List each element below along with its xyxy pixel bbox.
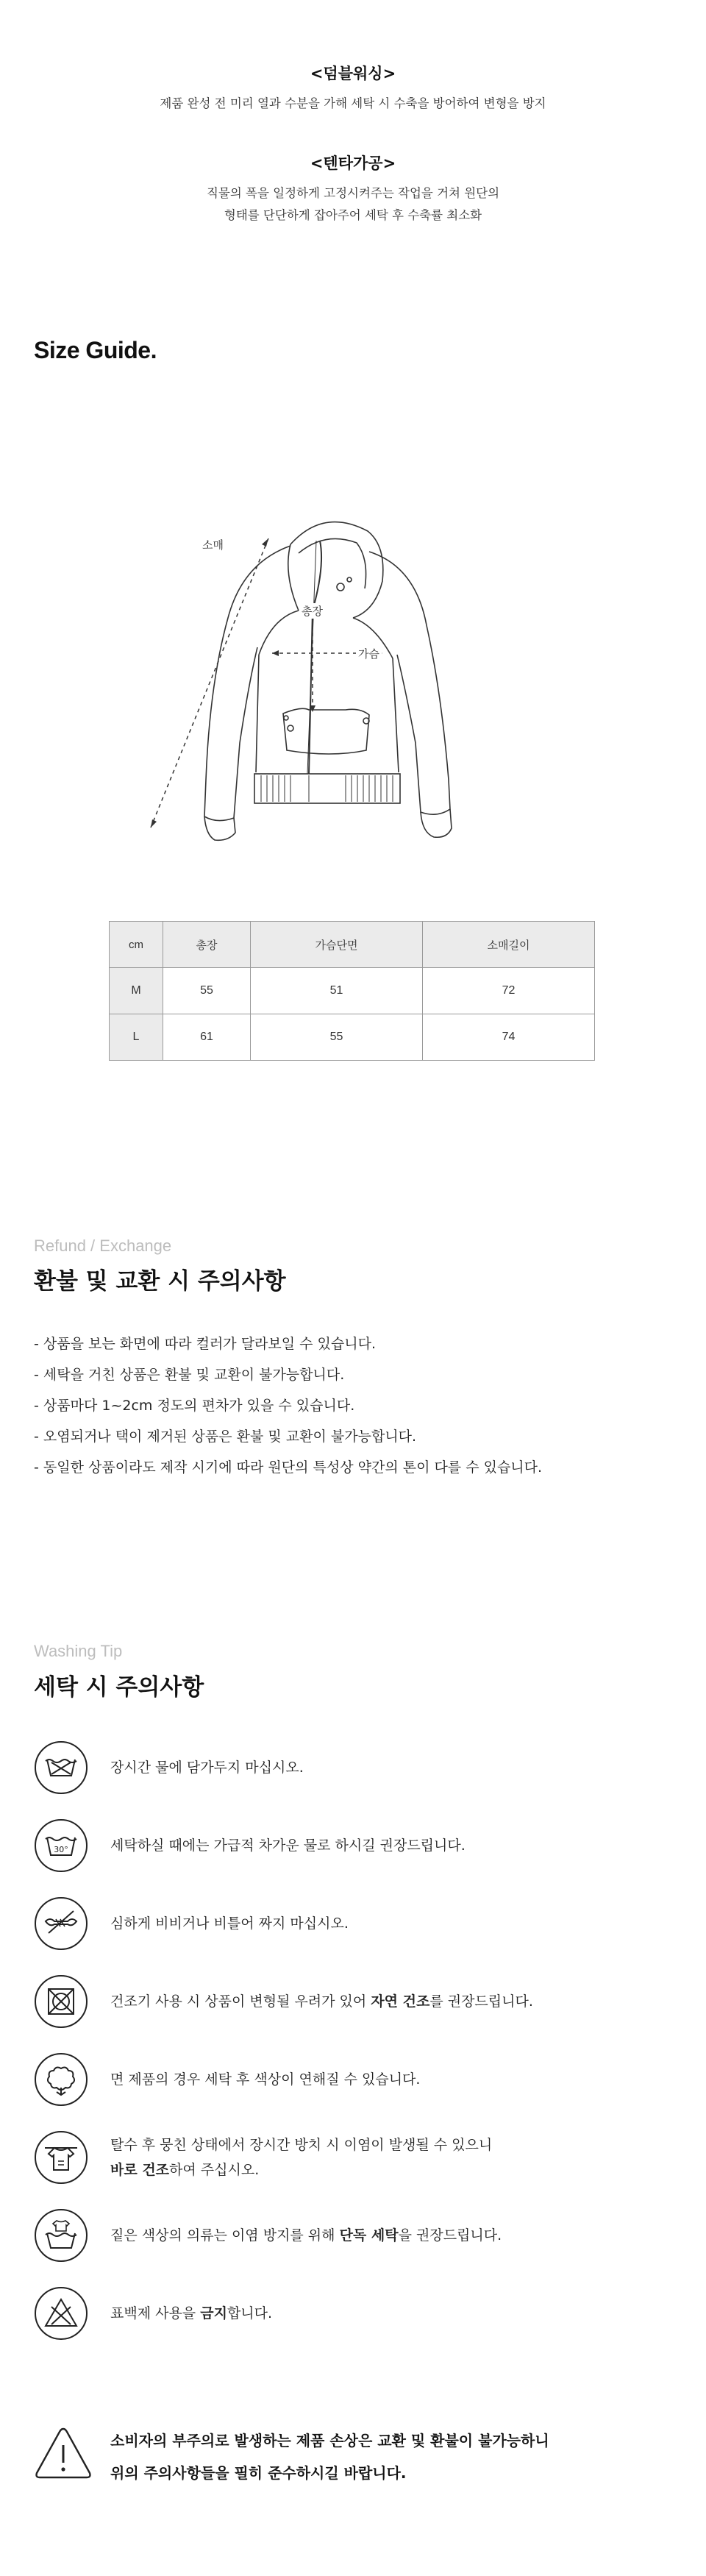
list-item: - 상품을 보는 화면에 따라 컬러가 달라보일 수 있습니다. xyxy=(34,1336,377,1352)
wash-text-part: 건조기 사용 시 상품이 변형될 우려가 있어 xyxy=(110,1993,371,2010)
list-item xyxy=(34,2208,681,2267)
table-row xyxy=(110,1014,595,1061)
cotton-icon xyxy=(34,2052,88,2107)
unit-cell: cm xyxy=(110,922,163,968)
value-cell: 55 xyxy=(163,968,251,1014)
size-table xyxy=(109,921,595,1061)
list-item: - 세탁을 거친 상품은 환불 및 교환이 불가능합니다. xyxy=(34,1367,345,1383)
column-header: 가슴단면 xyxy=(250,922,422,968)
value-cell: 55 xyxy=(250,1014,422,1061)
value-cell: 51 xyxy=(250,968,422,1014)
jacket-diagram xyxy=(132,500,515,853)
wash-text: 장시간 물에 담가두지 마십시오. xyxy=(110,1760,304,1776)
dry-immediately-icon xyxy=(34,2130,88,2185)
wash-text-part: 탈수 후 뭉친 상태에서 장시간 방치 시 이염이 발생될 수 있으니 xyxy=(110,2137,493,2153)
no-bleach-icon xyxy=(34,2286,88,2341)
no-tumble-dry-icon xyxy=(34,1974,88,2029)
refund-list xyxy=(34,1328,542,1483)
chest-label: 가슴 xyxy=(356,646,382,661)
wash-text xyxy=(110,1989,533,2014)
warning-line: 위의 주의사항들을 필히 준수하시길 바랍니다. xyxy=(110,2464,407,2482)
process-lines xyxy=(0,182,706,227)
refund-subtitle: Refund / Exchange xyxy=(34,1237,172,1255)
wash-text-emphasis: 금지 xyxy=(200,2305,227,2321)
value-cell: 72 xyxy=(422,968,594,1014)
wash-text-part: 표백제 사용을 xyxy=(110,2305,201,2321)
wash-text: 면 제품의 경우 세탁 후 색상이 연해질 수 있습니다. xyxy=(110,2071,421,2088)
process-title: <덤블워싱> xyxy=(310,65,396,82)
list-item xyxy=(34,1740,681,1799)
value-cell: 74 xyxy=(422,1014,594,1061)
wash-text-part: 을 권장드립니다. xyxy=(398,2227,502,2244)
no-soak-icon xyxy=(34,1740,88,1795)
sleeve-label: 소매 xyxy=(202,538,224,552)
refund-title: 환불 및 교환 시 주의사항 xyxy=(34,1268,286,1295)
wash-text xyxy=(110,2223,502,2248)
wash-text-emphasis: 단독 세탁 xyxy=(339,2227,399,2244)
warning-icon xyxy=(34,2424,93,2483)
wash-text-part: 짙은 색상의 의류는 이염 방지를 위해 xyxy=(110,2227,340,2244)
column-header: 소매길이 xyxy=(422,922,594,968)
list-item xyxy=(34,2052,681,2111)
process-title: <텐타가공> xyxy=(310,154,396,172)
list-item: - 오염되거나 택이 제거된 상품은 환불 및 교환이 불가능합니다. xyxy=(34,1428,417,1445)
value-cell: 61 xyxy=(163,1014,251,1061)
warning-line: 소비자의 부주의로 발생하는 제품 손상은 교환 및 환불이 불가능하니 xyxy=(110,2432,549,2449)
process-tenter xyxy=(0,152,706,227)
wash-text-part: 하여 주십시오. xyxy=(169,2162,260,2178)
list-item xyxy=(34,1896,681,1955)
wash-text xyxy=(110,2301,272,2326)
list-item xyxy=(34,2286,681,2345)
size-cell: M xyxy=(110,968,163,1014)
wash-text-emphasis: 바로 건조 xyxy=(110,2162,170,2178)
jacket-illustration xyxy=(132,500,515,853)
process-line: 형태를 단단하게 잡아주어 세탁 후 수축률 최소화 xyxy=(224,208,482,222)
process-line: 제품 완성 전 미리 열과 수분을 가해 세탁 시 수축을 방어하여 변형을 방지 xyxy=(160,96,546,110)
wash-text xyxy=(110,2132,492,2182)
list-item: - 동일한 상품이라도 제작 시기에 따라 원단의 특성상 약간의 톤이 다를 수 있습니다. xyxy=(34,1459,543,1476)
size-table-header xyxy=(110,922,595,968)
temperature-label: 30° xyxy=(54,1845,68,1854)
washing-subtitle: Washing Tip xyxy=(34,1642,123,1660)
wash-text: 세탁하실 때에는 가급적 차가운 물로 하시길 권장드립니다. xyxy=(110,1837,466,1854)
list-item xyxy=(34,2130,681,2189)
wash-text-part: 를 권장드립니다. xyxy=(429,1993,533,2010)
warning-text xyxy=(110,2424,549,2489)
list-item xyxy=(34,1974,681,2033)
column-header: 총장 xyxy=(163,922,251,968)
washing-title: 세탁 시 주의사항 xyxy=(34,1674,204,1701)
cold-wash-30-icon xyxy=(34,1818,88,1873)
no-wring-icon xyxy=(34,1896,88,1951)
list-item xyxy=(34,1818,681,1877)
list-item: - 상품마다 1~2cm 정도의 편차가 있을 수 있습니다. xyxy=(34,1398,355,1414)
wash-text: 심하게 비비거나 비틀어 짜지 마십시오. xyxy=(110,1915,349,1932)
process-dumble-washing xyxy=(0,62,706,115)
warning-notice xyxy=(34,2424,681,2505)
size-guide-title: Size Guide. xyxy=(34,337,157,363)
size-cell: L xyxy=(110,1014,163,1061)
wash-text-emphasis: 자연 건조 xyxy=(371,1993,430,2010)
length-label: 총장 xyxy=(302,605,323,618)
process-line: 직물의 폭을 일정하게 고정시켜주는 작업을 거쳐 원단의 xyxy=(206,186,500,200)
table-row xyxy=(110,968,595,1014)
wash-separately-icon xyxy=(34,2208,88,2263)
wash-text-part: 합니다. xyxy=(227,2305,273,2321)
